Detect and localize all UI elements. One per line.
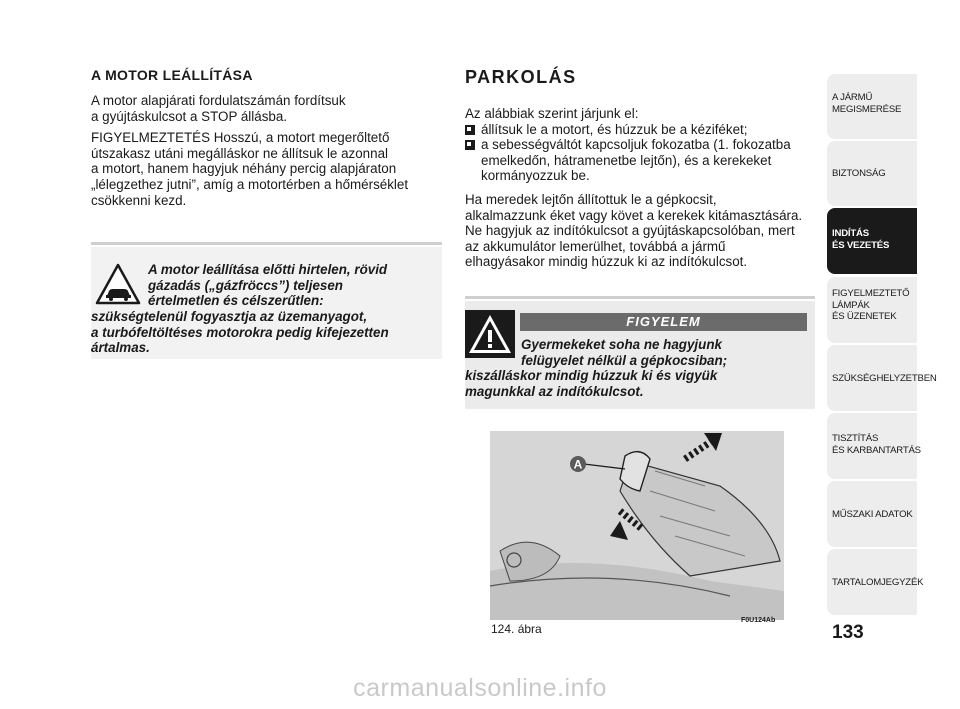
tab-label: TISZTÍTÁS (832, 433, 879, 444)
tab-label: ÉS KARBANTARTÁS (832, 444, 921, 456)
note-text-indented (148, 262, 387, 309)
tab-label: ÉS ÜZENETEK (832, 311, 897, 322)
tab-label: SZÜKSÉGHELYZETBEN (832, 373, 937, 384)
text-line: Az alábbiak szerint járjunk el: (465, 106, 639, 121)
motor-stop-heading: A MOTOR LEÁLLÍTÁSA (91, 67, 253, 83)
warning-line: kiszálláskor mindig húzzuk ki és vigyük (465, 368, 718, 383)
text-line: emelkedőn, hátramenetbe lejtőn), és a kerekeket (481, 152, 772, 168)
tab-muszaki-adatok[interactable] (827, 481, 917, 547)
bullet-item (465, 122, 815, 138)
warning-divider (465, 296, 815, 299)
parking-heading: PARKOLÁS (465, 67, 577, 87)
callout-a: A (573, 457, 583, 472)
note-line: ártalmas. (91, 340, 150, 356)
note-line: szükségtelenül fogyasztja az üzemanyagot, (91, 309, 368, 324)
checkbox-bullet-icon (465, 125, 475, 135)
text-line: Ne hagyjuk az indítókulcsot a gyújtáskapcsolóban, mert (465, 223, 795, 239)
text-line: állítsuk le a motort, és húzzuk be a kéziféket; (481, 121, 748, 137)
figure-caption: 124. ábra (491, 622, 542, 636)
warning-line: Gyermekeket soha ne hagyjunk (521, 337, 722, 352)
tab-tisztitas-es-karbantartas[interactable] (827, 413, 921, 479)
text-line: Ha meredek lejtőn állítottuk le a gépkocsit, (465, 191, 717, 207)
tab-inditas-es-vezetes[interactable] (827, 208, 917, 274)
text-line: A motor alapjárati fordulatszámán fordítsuk (91, 93, 346, 108)
note-line: A motor leállítása előtti hirtelen, rövid (148, 262, 388, 277)
text-line: kormányozzuk be. (481, 168, 590, 184)
text-line: „lélegzethez jutni”, amíg a motortérben a hőmérséklet (91, 176, 409, 192)
text-line: útszakasz utáni megálláskor ne állítsuk le azonnal (91, 145, 388, 161)
warning-line: magunkkal az indítókulcsot. (465, 383, 644, 399)
car-warning-icon (95, 263, 141, 305)
checkbox-bullet-icon (465, 140, 475, 150)
note-divider (91, 242, 442, 245)
tab-label: ÉS VEZETÉS (832, 239, 890, 251)
warning-line: felügyelet nélkül a gépkocsiban; (521, 352, 728, 368)
tab-label: MEGISMERÉSE (832, 103, 902, 115)
text-line: FIGYELMEZTETÉS Hosszú, a motort megerőltető (91, 130, 390, 146)
note-text (91, 309, 389, 356)
tab-szukseghelyzetben[interactable] (827, 345, 937, 411)
tab-biztonsag[interactable] (827, 141, 917, 206)
tab-label: FIGYELMEZTETŐ (832, 288, 910, 299)
note-line: a turbófeltöltéses motorokra pedig kifejezetten (91, 324, 389, 340)
watermark: carmanualsonline.info (353, 674, 607, 702)
tab-figyelmezteto-lampak[interactable] (827, 277, 917, 343)
motor-stop-text (91, 93, 451, 214)
text-line: csökkenni kezd. (91, 192, 187, 208)
tab-label: BIZTONSÁG (832, 168, 886, 179)
text-line: a sebességváltót kapcsoljuk fokozatba (1. fokozatba (481, 137, 791, 153)
figure-code: F0U124Ab (741, 617, 776, 624)
warning-label: FIGYELEM (520, 313, 807, 331)
warning-text (465, 368, 717, 399)
parking-text (465, 106, 815, 276)
text-line: alkalmazzunk éket vagy követ a kerekek kitámasztására. (465, 207, 803, 223)
tab-label: A JÁRMŰ (832, 92, 873, 103)
text-line: a gyújtáskulcsot a STOP állásba. (91, 108, 288, 124)
tab-label: MŰSZAKI ADATOK (832, 509, 913, 520)
text-line: az akkumulátor lemerülhet, továbbá a jármű (465, 238, 726, 254)
tab-a-jarmu-megismerese[interactable] (827, 74, 917, 139)
handbrake-figure (490, 431, 784, 620)
text-line: elhagyásakor mindig húzzuk ki az indítókulcsot. (465, 254, 748, 270)
page-number: 133 (832, 622, 864, 643)
tab-label: TARTALOMJEGYZÉK (832, 577, 924, 588)
tab-tartalomjegyzek[interactable] (827, 549, 924, 615)
tab-label: LÁMPÁK (832, 299, 870, 311)
handbrake-illustration (490, 431, 784, 620)
text-line: a motort, hanem hagyjuk néhány percig alapjáraton (91, 161, 397, 177)
note-line: értelmetlen és célszerűtlen: (148, 293, 324, 309)
exclamation-warning-icon (465, 310, 515, 358)
tab-label: INDÍTÁS (832, 228, 869, 239)
warning-text-indented (521, 337, 727, 368)
bullet-item (465, 137, 815, 184)
note-line: gázadás („gázfröccs”) teljesen (148, 277, 343, 293)
